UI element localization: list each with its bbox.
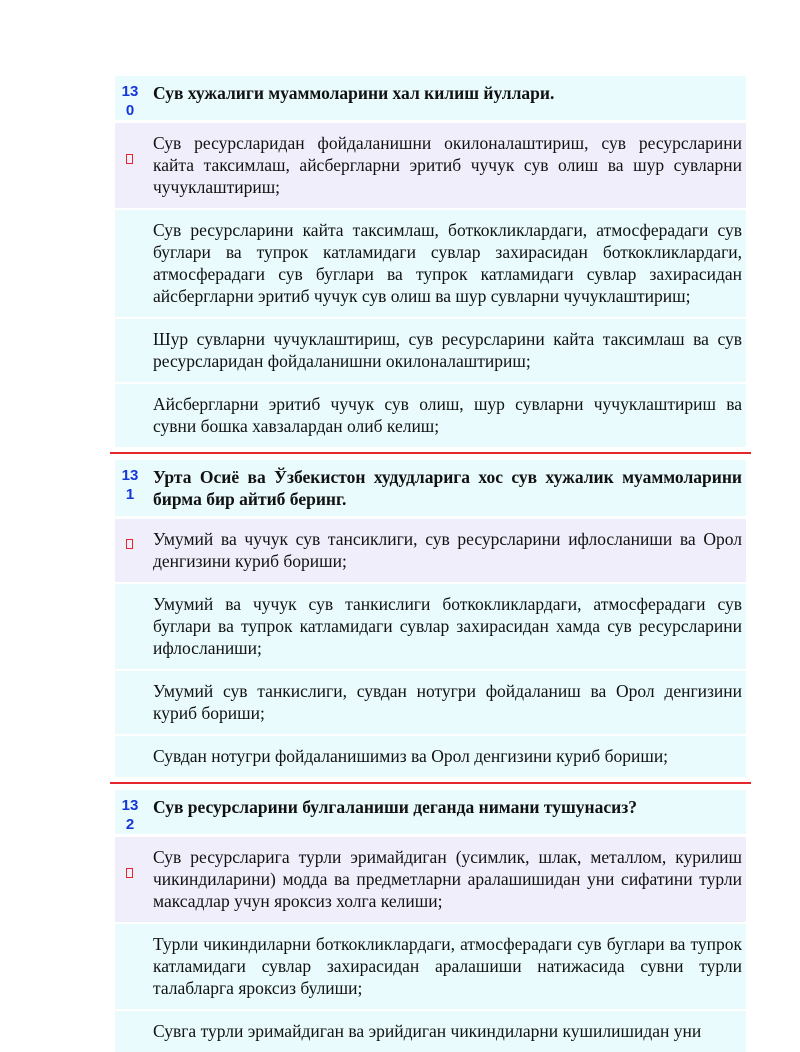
question-text: Урта Осиё ва Ўзбекистон худудларига хос сув хужалик муаммоларини бирма бир айтиб беринг. <box>153 467 742 509</box>
missing-glyph-box-icon <box>126 154 133 164</box>
question-block <box>115 76 746 447</box>
answer-marker <box>115 123 145 208</box>
answer-option <box>115 669 746 734</box>
answer-option <box>115 317 746 382</box>
answer-option <box>115 519 746 582</box>
question-block <box>115 460 746 777</box>
question-divider <box>110 452 751 454</box>
question-row <box>115 76 746 120</box>
answer-text: Сув ресурсларидан фойдаланишни окилоналаштириш, сув ресурсларини кайта таксимлаш, айсбергларни эритиб чучук сув олиш ва шур сувларни чучуклаштириш; <box>153 133 742 197</box>
question-number: 13 2 <box>121 797 139 833</box>
answer-option <box>115 123 746 208</box>
question-divider <box>110 782 751 784</box>
answer-option <box>115 582 746 669</box>
question-row <box>115 460 746 516</box>
question-text: Сув хужалиги муаммоларини хал килиш йуллари. <box>153 83 555 103</box>
question-number: 13 0 <box>121 83 139 119</box>
question-block <box>115 790 746 1052</box>
answer-text: Сувга турли эримайдиган ва эрийдиган чикиндиларни кушилишидан уни <box>153 1021 702 1041</box>
answer-text: Сув ресурсларига турли эримайдиган (усимлик, шлак, металлом, курилиш чикиндиларини) модда ва предметларни аралашишидан уни сифатини турли максадлар учун яроксиз холга келиши; <box>153 847 742 911</box>
answer-option <box>115 208 746 317</box>
answer-option <box>115 1009 746 1052</box>
answer-option <box>115 922 746 1009</box>
answer-text: Умумий ва чучук сув тансиклиги, сув ресурсларини ифлосланиши ва Орол денгизини куриб бориши; <box>153 529 742 571</box>
missing-glyph-box-icon <box>126 539 133 549</box>
missing-glyph-box-icon <box>126 868 133 878</box>
answer-option <box>115 837 746 922</box>
answer-text: Шур сувларни чучуклаштириш, сув ресурсларини кайта таксимлаш ва сув ресурсларидан фойдаланишни окилоналаштириш; <box>153 329 742 371</box>
answer-text: Сув ресурсларини кайта таксимлаш, боткокликлардаги, атмосферадаги сув буглари ва тупрок катламидаги сувлар захирасидан боткокликлардаги, атмосферадаги сув буглари ва тупрок катламидаги сувлар захирасидан айсбергларни эритиб чучук сув олиш ва шур сувларни чучуклаштириш; <box>153 220 742 306</box>
answer-text: Умумий ва чучук сув танкислиги боткокликлардаги, атмосферадаги сув буглари ва тупрок катламидаги сувлар захирасидан хамда сув ресурсларини ифлосланиши; <box>153 594 742 658</box>
answer-option <box>115 382 746 447</box>
answer-marker <box>115 519 145 582</box>
question-row <box>115 790 746 834</box>
answer-option <box>115 734 746 777</box>
question-text: Сув ресурсларини булгаланиши деганда нимани тушунасиз? <box>153 797 637 817</box>
answer-text: Сувдан нотугри фойдаланишимиз ва Орол денгизини куриб бориши; <box>153 746 669 766</box>
answer-text: Умумий сув танкислиги, сувдан нотугри фойдаланиш ва Орол денгизини куриб бориши; <box>153 681 742 723</box>
answer-text: Айсбергларни эритиб чучук сув олиш, шур сувларни чучуклаштириш ва сувни бошка хавзалардан олиб келиш; <box>153 394 742 436</box>
question-number: 13 1 <box>121 467 139 503</box>
answer-text: Турли чикиндиларни боткокликлардаги, атмосферадаги сув буглари ва тупрок катламидаги сувлар захирасидан аралашиши натижасида сувни турли талабларга яроксиз булиши; <box>153 934 742 998</box>
quiz-page <box>115 76 746 1052</box>
answer-marker <box>115 837 145 922</box>
